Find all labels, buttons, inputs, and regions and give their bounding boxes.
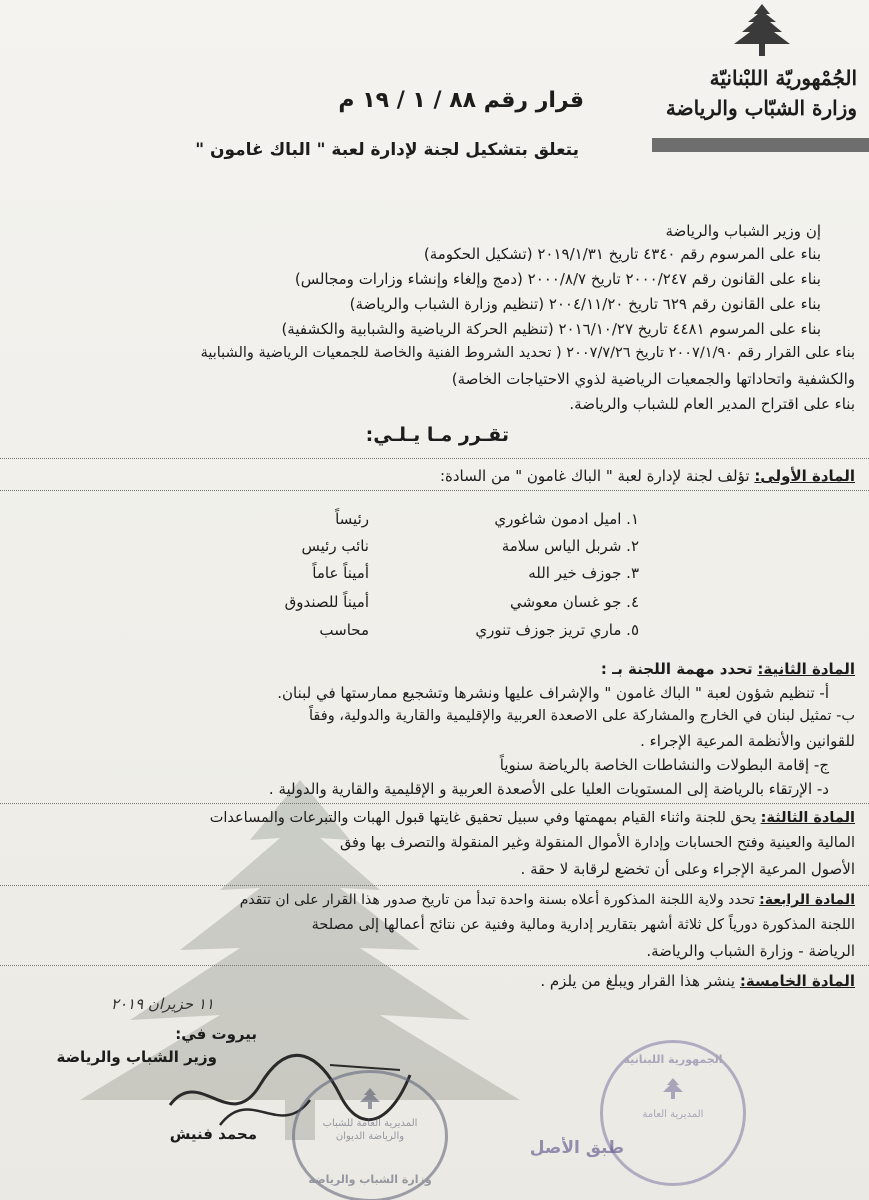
article5-text: ينشر هذا القرار ويبلغ من يلزم . bbox=[540, 972, 736, 990]
member-name: ٣. جوزف خير الله bbox=[528, 564, 639, 582]
article2-item: أ- تنظيم شؤون لعبة " الباك غامون " والإشراف عليها ونشرها وتشجيع ممارستها في لبنان. bbox=[277, 684, 829, 702]
article3-heading: المادة الثالثة: bbox=[760, 810, 855, 826]
republic-title: الجُمْهوريّة اللبْنانيّة bbox=[709, 66, 857, 90]
article2-text: تحدد مهمة اللجنة بـ : bbox=[600, 660, 753, 678]
article1-divider bbox=[0, 458, 869, 459]
article4-line: الرياضة - وزارة الشباب والرياضة. bbox=[646, 942, 855, 960]
signature-name: محمد فنيش bbox=[169, 1125, 257, 1143]
article3-line: المالية والعينية وفتح الحسابات وإدارة الأموال المنقولة وغير المنقولة والتصرف بها وفق bbox=[339, 835, 855, 851]
article2-item: ج- إقامة البطولات والنشاطات الخاصة بالرياضة سنوياً bbox=[499, 756, 829, 774]
ministry-title: وزارة الشبّاب والرياضة bbox=[665, 96, 857, 120]
article4-line bbox=[240, 892, 855, 908]
preamble-line: والكشفية واتحاداتها والجمعيات الرياضية لذوي الاحتياجات الخاصة) bbox=[451, 370, 855, 388]
ministry-stamp bbox=[292, 1070, 448, 1200]
republic-stamp bbox=[600, 1040, 746, 1186]
true-copy-stamp: طبق الأصل bbox=[529, 1138, 624, 1158]
preamble-line: إن وزير الشباب والرياضة bbox=[665, 222, 821, 240]
article5-line bbox=[540, 972, 855, 990]
member-role: أميناً للصندوق bbox=[284, 593, 369, 611]
article5-divider bbox=[0, 965, 869, 966]
decision-number: قرار رقم ٨٨ / ١ / ١٩ م bbox=[338, 88, 584, 113]
stamp-inner-text: المديرية العامة للشباب والرياضة الديوان bbox=[322, 1118, 418, 1142]
decides-heading: تقـرر مـا يـلـي: bbox=[365, 424, 509, 446]
stamp-cedar-icon bbox=[658, 1077, 688, 1101]
member-name: ٢. شربل الياس سلامة bbox=[501, 537, 639, 555]
article3-line: الأصول المرعية الإجراء وعلى أن تخضع لرقابة لا حقة . bbox=[520, 860, 855, 878]
preamble-line: بناء على المرسوم رقم ٤٣٤٠ تاريخ ٢٠١٩/١/٣١ (تشكيل الحكومة) bbox=[423, 245, 821, 263]
signature-title: وزير الشباب والرياضة bbox=[56, 1048, 217, 1066]
member-role: نائب رئيس bbox=[301, 537, 369, 555]
member-role: أميناً عاماً bbox=[312, 564, 369, 582]
member-name: ٤. جو غسان معوشي bbox=[509, 593, 639, 611]
stamp-ring-text: الجمهورية اللبنانية bbox=[623, 1053, 723, 1066]
header-divider bbox=[652, 138, 869, 152]
member-name: ١. اميل ادمون شاغوري bbox=[494, 510, 639, 528]
article4-heading: المادة الرابعة: bbox=[759, 892, 855, 908]
preamble-line: بناء على اقتراح المدير العام للشباب والرياضة. bbox=[569, 395, 855, 413]
article2-item: ب- تمثيل لبنان في الخارج والمشاركة على الاصعدة العربية والإقليمية والقارية والدولية، وفقاً bbox=[309, 708, 855, 724]
preamble-line: بناء على القانون رقم ٦٢٩ تاريخ ٢٠٠٤/١١/٢٠ (تنظيم وزارة الشباب والرياضة) bbox=[349, 295, 821, 313]
article2-heading: المادة الثانية: bbox=[757, 660, 855, 678]
stamp-inner-text: المديرية العامة bbox=[642, 1109, 704, 1120]
member-name: ٥. ماري تريز جوزف تنوري bbox=[475, 621, 639, 639]
article3-text: يحق للجنة واثناء القيام بمهمتها وفي سبيل تحقيق غايتها قبول الهبات والتبرعات والمساعدات bbox=[209, 810, 757, 826]
article2-item: للقوانين والأنظمة المرعية الإجراء . bbox=[640, 732, 855, 750]
member-role: محاسب bbox=[319, 621, 369, 639]
article2-line bbox=[601, 660, 855, 678]
article5-heading: المادة الخامسة: bbox=[739, 972, 855, 990]
article3-divider bbox=[0, 803, 869, 804]
member-role: رئيساً bbox=[335, 510, 369, 528]
article1-text: تؤلف لجنة لإدارة لعبة " الباك غامون " من السادة: bbox=[439, 467, 750, 485]
article2-item: د- الإرتقاء بالرياضة إلى المستويات العليا على الأصعدة العربية و الإقليمية والقارية والدولية . bbox=[268, 780, 829, 798]
decision-subject: يتعلق بتشكيل لجنة لإدارة لعبة " الباك غامون " bbox=[195, 140, 579, 160]
article4-text: تحدد ولاية اللجنة المذكورة أعلاه بسنة واحدة تبدأ من تاريخ صدور هذا القرار على ان تتقدم bbox=[239, 892, 755, 908]
stamp-ring-text: وزارة الشباب والرياضة bbox=[308, 1173, 432, 1186]
preamble-line: بناء على المرسوم ٤٤٨١ تاريخ ٢٠١٦/١٠/٢٧ (تنظيم الحركة الرياضية والشبابية والكشفية) bbox=[281, 320, 821, 338]
article4-line: اللجنة المذكورة دورياً كل ثلاثة أشهر بتقارير إدارية ومالية وفنية عن نتائج أعمالها إلى مصلحة bbox=[311, 917, 855, 933]
stamp-cedar-icon bbox=[355, 1087, 385, 1111]
signature-date: ١١ حزيران ٢٠١٩ bbox=[110, 995, 214, 1013]
article4-divider bbox=[0, 885, 869, 886]
article1-heading: المادة الأولى: bbox=[754, 467, 855, 485]
preamble-line: بناء على القرار رقم ٢٠٠٧/١/٩٠ تاريخ ٢٠٠٧/٧/٢٦ ( تحديد الشروط الفنية والخاصة للجمعيات الرياضية والشبابية bbox=[200, 345, 855, 361]
signature-place: بيروت في: bbox=[175, 1025, 257, 1043]
article1-line bbox=[440, 467, 855, 485]
article3-line bbox=[210, 810, 855, 826]
preamble-line: بناء على القانون رقم ٢٠٠٠/٢٤٧ تاريخ ٢٠٠٠/٨/٧ (دمج وإلغاء وإنشاء وزارات ومجالس) bbox=[294, 270, 821, 288]
article1-divider-bottom bbox=[0, 490, 869, 491]
cedar-emblem-icon bbox=[726, 2, 798, 62]
